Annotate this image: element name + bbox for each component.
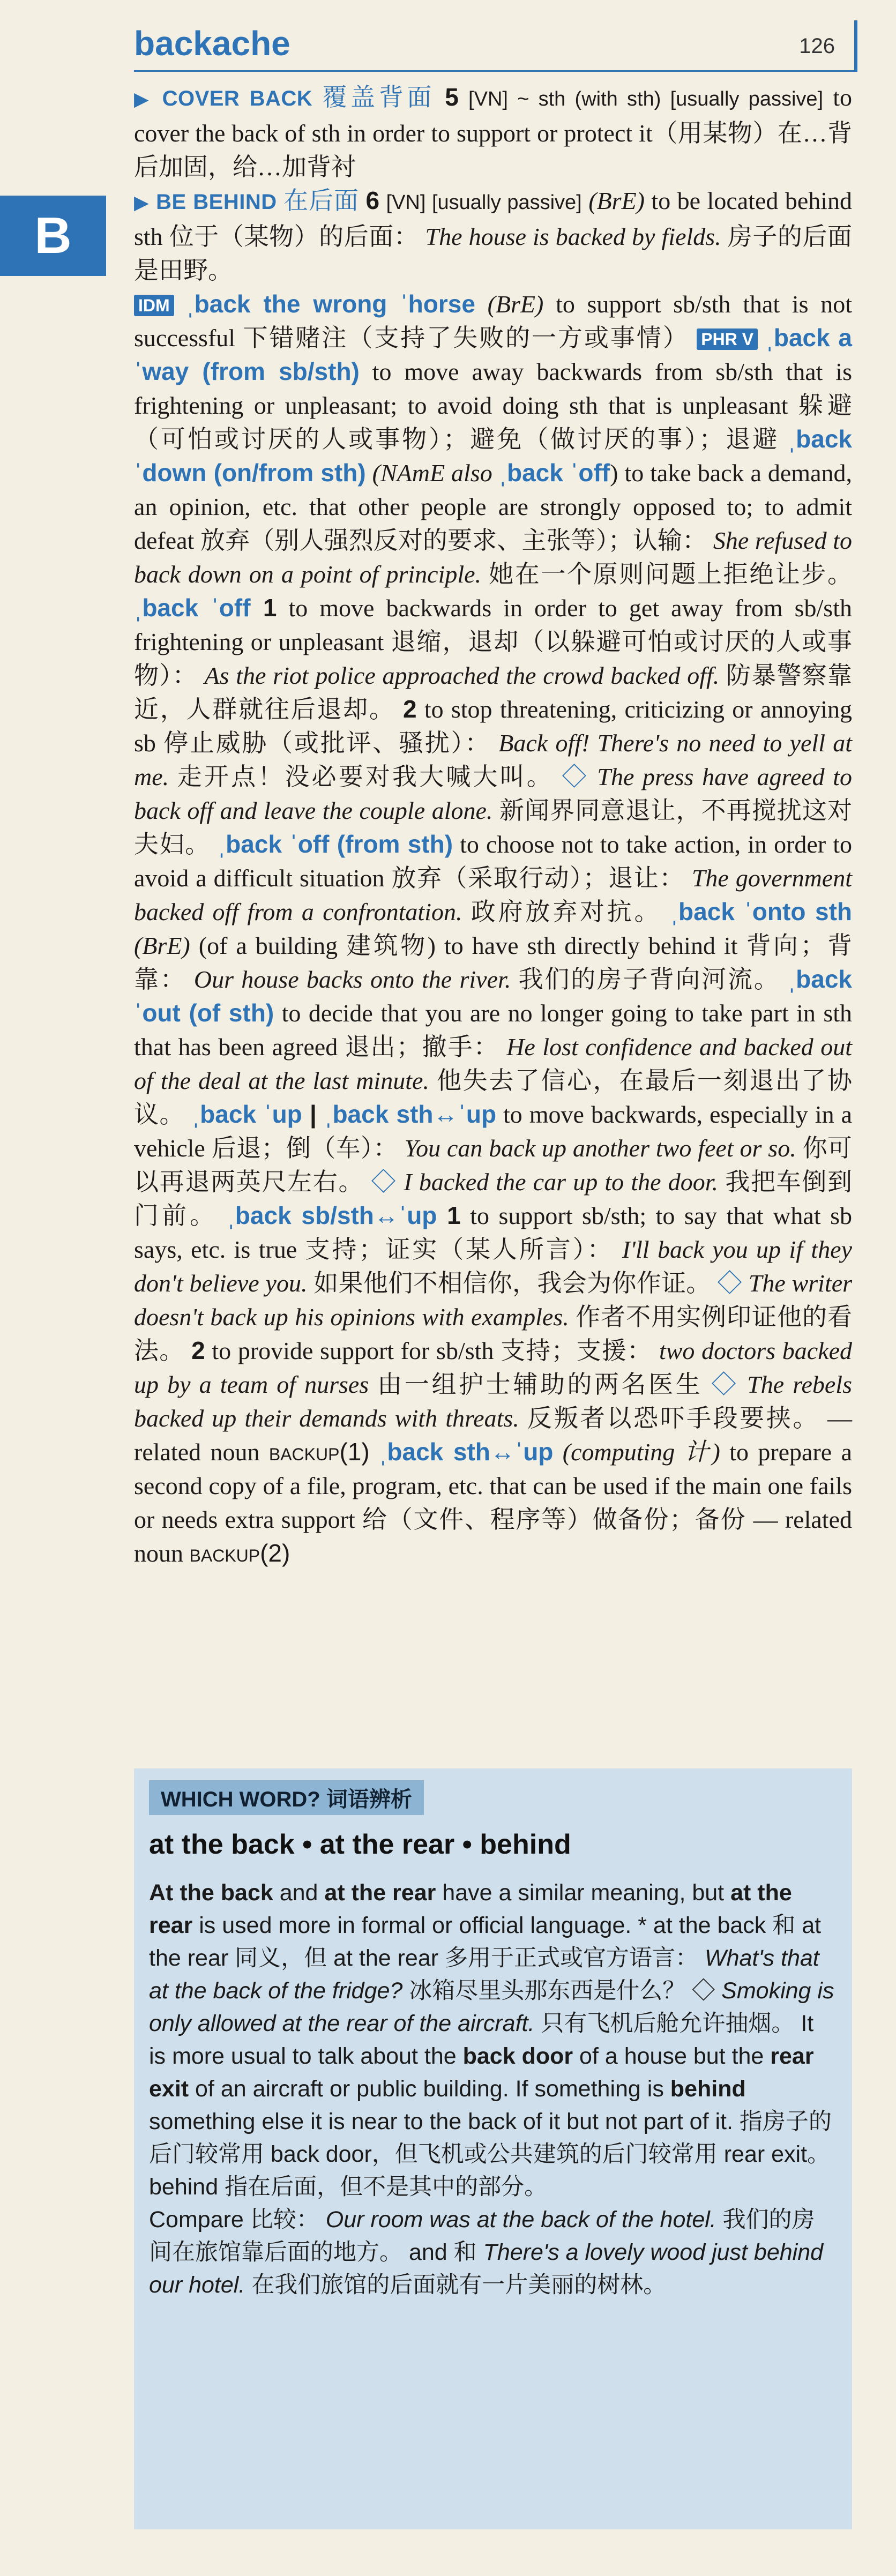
example-translation: 只有飞机后舱允许抽烟。 [534,2011,795,2036]
related-noun-label: — related noun [134,1506,852,1567]
example-sentence: The house is backed by fields. [425,223,721,250]
example-translation: 你可以再退两英尺左右。 [134,1134,852,1196]
definition: to be located behind sth 位于（某物）的后面： [134,187,853,250]
example-sentence: What's that at the back of the fridge? [149,1945,819,2004]
definition: to support sb/sth that is not successful 下错赌注（支持了失败的一方或事情） [134,290,852,352]
term: rear exit [149,2043,814,2102]
sense-number: 1 [437,1201,461,1229]
idiom-tag: IDM [134,295,174,316]
phrasal-verb-tag: PHR V [697,328,758,350]
example-translation: 他失去了信心，在最后一刻退出了协议。 [134,1067,853,1128]
phrasal-verb: ˌback ˈout (of sth) [134,965,853,1027]
example-separator-icon: ◇ [717,1270,742,1297]
definition: to decide that you are no longer going to take part in sth that has been agreed 退出；撤手： [134,999,853,1061]
example-sentence: The writer doesn't back up his opinions with examples. [134,1270,853,1331]
example-translation: 我把车倒到门前。 [134,1168,853,1229]
definition: to prepare a second copy of a file, program, etc. that can be used if the main one fails or needs extra support 给（文件、程序等）做备份；备份 [134,1438,852,1533]
example-translation: 如果他们不相信你，我会为你作证。 [307,1270,711,1297]
sense-label-be-behind: BE BEHIND [156,190,277,214]
subject-label: (computing 计) [553,1438,720,1466]
example-sentence: The government backed off from a confrontation. [134,864,853,925]
which-word-tag: WHICH WORD? 词语辨析 [149,1780,424,1815]
example-sentence: As the riot police approached the crowd backed off. [204,662,720,689]
example-sentence: two doctors backed up by a team of nurses [134,1337,853,1398]
example-translation: 她在一个原则问题上拒绝让步。 [481,561,853,588]
sense-number: 2 [402,695,417,723]
example-translation: 作者不用实例印证他的看法。 [134,1303,853,1364]
text: is used more in formal or official language. * at the back 和 at the rear 同义，但 at the rear 多用于正式或官方语言： [149,1913,822,1971]
phrasal-verb: ˌback ˈoff [134,594,251,622]
sense-zh-cover-back: 覆盖背面 [322,84,436,111]
term: At the back [149,1880,273,1906]
definition: to provide support for sb/sth 支持；支援： [205,1337,653,1364]
page-header [134,20,857,69]
example-sentence: Our house backs onto the river. [193,966,511,993]
which-word-box [134,1768,852,2529]
region-label: (BrE) [588,187,645,214]
text: of a house but the [573,2043,771,2069]
term: at the rear [149,1880,792,1938]
example-sentence: He lost confidence and backed out of the deal at the last minute. [134,1033,853,1094]
definition: to move away backwards from sb/sth that is frightening or unpleasant; to avoid doing sth that is unpleasant 躲避（可怕或讨厌的人或事物）；避免（做讨厌的事）；退避 [134,358,852,453]
example-translation: 我们的房间在旅馆靠后面的地方。 [149,2207,815,2265]
definition: ) to take back a demand, an opinion, etc. that other people are strongly opposed to; to admit defeat 放弃（别人强烈反对的要求、主张等）；认输： [134,459,852,554]
example-sentence: You can back up another two feet or so. [404,1134,796,1162]
example-sentence: There's a lovely wood just behind our hotel. [149,2239,824,2298]
definition: (of a building 建筑物) to have sth directly behind it 背向；背靠： [134,932,852,993]
sense-number: 6 [365,186,380,214]
example-translation: 在我们旅馆的后面就有一片美丽的树林。 [245,2272,667,2298]
example-separator-icon: ◇ [371,1168,397,1196]
example-translation: 反叛者以恐吓手段要挟。 [519,1405,819,1432]
example-translation: 我们的房子背向河流。 [511,966,780,993]
example-sentence: The rebels backed up their demands with threats. [134,1371,852,1432]
sense-number: 5 [445,83,459,111]
definition: to move backwards in order to get away from sb/sth frightening or unpleasant 退缩，退却（以躲避可怕或讨厌的人或事物）： [134,594,852,689]
sense-number: 1 [250,594,277,622]
definition: to stop threatening, criticizing or annoying sb 停止威胁（或批评、骚扰）： [134,696,853,757]
sense-label-cover-back: COVER BACK [162,87,313,110]
phrasal-verb: ˌback ˈup [191,1100,302,1128]
text: and 和 [402,2239,483,2265]
sense-arrow-icon: ▶ [134,88,153,110]
text: It is more usual to talk about the [149,2011,814,2069]
entry-paragraph [134,80,852,1570]
phrasal-verb: ˌback sth↔ˈup [379,1438,554,1466]
which-word-paragraph [149,2204,835,2302]
which-word-body [149,1877,835,2302]
example-sentence: I'll back you up if they don't believe you. [134,1236,853,1297]
definition: to choose not to take action, in order to avoid a difficult situation 放弃（采取行动）；退让： [134,831,853,892]
example-translation: 走开点！没必要对我大喊大叫。 [169,763,554,790]
term: at the rear [324,1880,436,1906]
example-translation: 政府放弃对抗。 [462,898,662,925]
which-word-paragraph [149,1877,835,2204]
example-sentence: The press have agreed to back off and leave the couple alone. [134,763,853,824]
example-sentence: I backed the car up to the door. [404,1168,719,1196]
text: have a similar meaning, but [436,1880,731,1906]
grammar-pattern: [VN] [usually passive] [386,191,582,214]
dictionary-entry [134,80,852,1570]
sense-arrow-icon: ▶ [134,192,150,213]
region-label: (BrE) [475,290,544,318]
example-sentence: Our room was at the back of the hotel. [325,2207,716,2232]
example-translation: 防暴警察靠近，人群就往后退却。 [134,662,853,723]
page-number: 126 [799,34,835,58]
phrasal-verb: ˌback ˈoff (from sth) [217,830,453,858]
text: and [273,1880,325,1906]
example-translation: 冰箱尽里头那东西是什么？ ◇ [402,1978,722,2004]
example-separator-icon: ◇ [711,1371,739,1398]
example-translation: 由一组护士辅助的两名医生 [369,1371,703,1398]
related-noun-label: — related noun [134,1405,853,1466]
term: back door [462,2043,573,2069]
phrasal-verb: ˌback ˈonto sth [670,898,853,925]
running-headword: backache [134,24,290,63]
phrasal-verb: ˌback ˈdown (on/from sth) [134,425,853,487]
example-translation: 新闻界同意退让，不再搅扰这对夫妇。 [134,797,852,858]
grammar-pattern: [VN] ~ sth (with sth) [usually passive] [468,88,824,110]
sense-number: 2 [191,1336,205,1364]
cross-reference: backup(2) [189,1539,290,1567]
sense-zh-be-behind: 在后面 [283,187,359,214]
term: behind [670,2076,746,2102]
header-rule [134,70,857,72]
example-sentence: She refused to back down on a point of principle. [134,527,852,588]
phrasal-verb-variant: ˌback ˈoff [498,459,610,487]
letter-thumb-tab: B [0,196,106,276]
header-corner-rule [854,20,857,72]
cross-reference: backup(1) [268,1438,370,1466]
phrasal-verb: ˌback sth↔ˈup [324,1100,497,1128]
which-word-title: at the back • at the rear • behind [149,1829,571,1860]
definition: to support sb/sth; to say that what sb says, etc. is true 支持；证实（某人所言）： [134,1202,853,1263]
example-sentence: Smoking is only allowed at the rear of the aircraft. [149,1978,834,2036]
region-label: (BrE) [134,932,190,959]
idiom-phrase: ˌback the wrong ˈhorse [186,290,475,318]
definition: to cover the back of sth in order to support or protect it（用某物）在…背后加固，给…加背衬 [134,84,853,181]
text: Compare 比较： [149,2207,319,2232]
region-label: (NAmE also [365,459,499,487]
example-translation: 房子的后面是田野。 [134,223,853,284]
example-sentence: Back off! There's no need to yell at me. [134,729,853,790]
variant-separator: | [302,1100,325,1128]
phrasal-verb: ˌback aˈway (from sb/sth) [134,324,853,385]
text: of an aircraft or public building. If something is [189,2076,670,2102]
phrasal-verb: ˌback sb/sth↔ˈup [227,1201,437,1229]
text: something else it is near to the back of it but not part of it. 指房子的后门较常用 back door，但飞机或公共建筑的后门较常用 rear exit。behind 指在后面，但不是其中的部分。 [149,2109,832,2200]
definition: to move backwards, especially in a vehicle 后退；倒（车）： [134,1101,853,1162]
example-separator-icon: ◇ [562,763,589,790]
